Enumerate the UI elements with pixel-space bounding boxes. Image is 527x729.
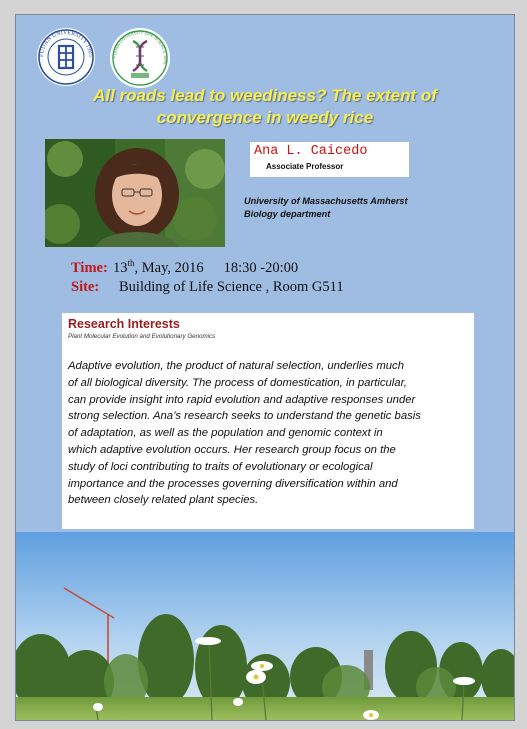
event-time-row (71, 260, 298, 277)
research-line: strong selection. Ana’s research seeks to understand the genetic basis (68, 410, 421, 423)
logo-ring-text (109, 27, 171, 89)
time-label: Time: (71, 260, 108, 276)
research-line: of all biological diversity. The process of domestication, in particular, (68, 376, 407, 389)
research-line: between closely related plant species. (68, 494, 259, 507)
svg-text:FUDAN UNIVERSITY 1905: FUDAN UNIVERSITY 1905 (38, 29, 94, 58)
talk-title-line-1: All roads lead to weediness? The extent of (93, 86, 437, 105)
event-site-row (71, 279, 344, 296)
research-line: can provide insight into rapid evolution and adaptive responses under (68, 393, 416, 406)
site-label: Site: (71, 279, 100, 295)
date-suffix: th (127, 258, 135, 269)
research-heading: Research Interests (68, 317, 180, 331)
research-description (68, 358, 472, 509)
speaker-position: Associate Professor (266, 162, 344, 171)
research-line: importance and the processes governing diversification within and (68, 477, 398, 490)
date-day: 13 (113, 260, 128, 276)
speaker-affiliation (244, 195, 408, 221)
research-line: which adaptive evolution occurs. Her research group focus on the (68, 443, 396, 456)
research-line: study of loci contributing to traits of evolutionary or ecological (68, 460, 373, 473)
svg-text:FUDAN UNIVERSITY LIFE SCIENCE: FUDAN UNIVERSITY LIFE SCIENCE 1905 (111, 29, 169, 65)
date-rest: , May, 2016 (134, 260, 204, 276)
research-line: Adaptive evolution, the product of natural selection, underlies much (68, 360, 404, 372)
logo-ring-text (36, 27, 96, 87)
research-interests-box (62, 313, 474, 529)
speaker-name: Ana L. Caicedo (254, 144, 368, 159)
affiliation-university: University of Massachusetts Amherst (244, 196, 408, 206)
speaker-photo (45, 139, 225, 247)
poster (15, 14, 515, 721)
talk-title (16, 85, 514, 129)
campus-landscape-photo (16, 532, 514, 720)
time-range: 18:30 -20:00 (223, 260, 299, 276)
speaker-name-box (250, 142, 409, 177)
research-line: of adaptation, as well as the population and genomic context in (68, 427, 383, 440)
talk-title-line-2: convergence in weedy rice (156, 108, 374, 127)
affiliation-department: Biology department (244, 209, 331, 219)
site-value: Building of Life Science , Room G511 (119, 279, 344, 295)
research-subheading: Plant Molecular Evolution and Evolutionary Genomics (68, 333, 216, 340)
